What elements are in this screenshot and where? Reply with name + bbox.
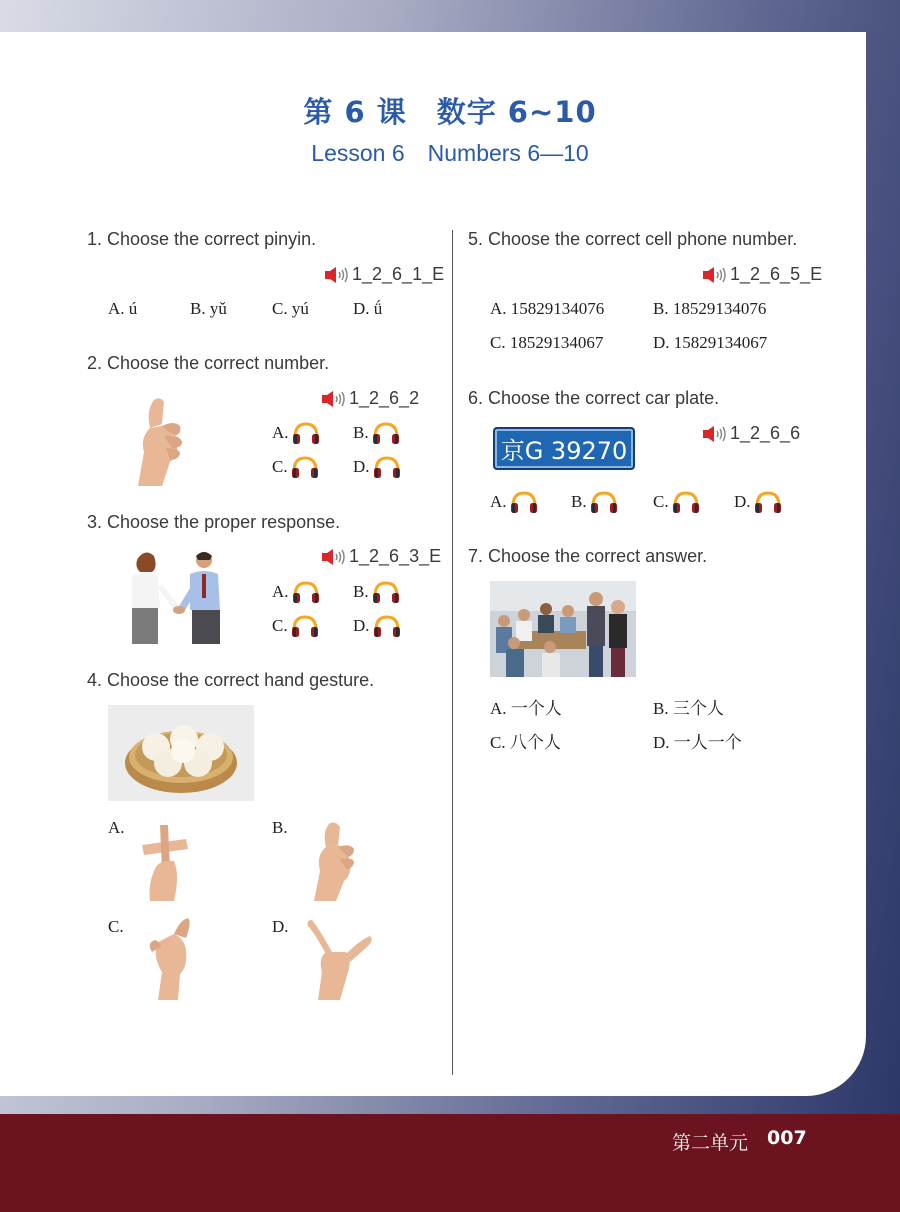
question-3-prompt: 3. Choose the proper response. xyxy=(87,512,341,532)
hand-gesture-photo xyxy=(110,390,206,486)
headphones-icon xyxy=(671,490,701,514)
question-6-audio[interactable] xyxy=(703,423,800,444)
question-2-option-a[interactable] xyxy=(272,421,321,445)
option-letter: C. xyxy=(653,492,669,511)
question-5-option-c[interactable]: C. 18529134067 xyxy=(490,333,604,352)
option-letter: A. xyxy=(272,423,289,442)
question-4-option-c[interactable]: C. xyxy=(108,917,124,936)
handshake-photo xyxy=(118,548,238,644)
question-2-option-b[interactable] xyxy=(353,421,401,445)
question-7-option-a[interactable]: A. 一个人 xyxy=(490,699,562,718)
question-1-option-b[interactable]: B. yǔ xyxy=(190,299,227,318)
question-5-audio[interactable] xyxy=(703,264,822,285)
headphones-icon xyxy=(291,421,321,445)
hand-gesture-b-photo xyxy=(300,815,380,901)
question-7-option-c[interactable]: C. 八个人 xyxy=(490,733,561,752)
question-5-prompt: 5. Choose the correct cell phone number. xyxy=(468,229,798,249)
question-4-option-d[interactable]: D. xyxy=(272,917,289,936)
question-1-option-a[interactable]: A. ú xyxy=(108,299,138,318)
option-letter: A. xyxy=(272,582,289,601)
question-1-audio[interactable] xyxy=(325,264,444,285)
question-5-option-d[interactable]: D. 15829134067 xyxy=(653,333,768,352)
question-3-option-b[interactable] xyxy=(353,580,401,604)
option-letter: B. xyxy=(353,423,369,442)
question-1-prompt: 1. Choose the correct pinyin. xyxy=(87,229,317,249)
option-letter: D. xyxy=(734,492,751,511)
question-6-option-d[interactable] xyxy=(734,490,783,514)
speaker-icon xyxy=(322,391,346,407)
question-4-prompt: 4. Choose the correct hand gesture. xyxy=(87,670,375,690)
audio-code: 1_2_6_6 xyxy=(730,423,801,443)
question-3-option-a[interactable] xyxy=(272,580,321,604)
audio-code: 1_2_6_1_E xyxy=(352,264,445,284)
audio-code: 1_2_6_2 xyxy=(349,388,420,408)
page-number: 007 xyxy=(767,1127,807,1149)
option-letter: C. xyxy=(272,616,288,635)
footer-bar xyxy=(0,1114,900,1212)
option-letter: D. xyxy=(353,616,370,635)
headphones-icon xyxy=(589,490,619,514)
audio-code: 1_2_6_5_E xyxy=(730,264,823,284)
lesson-title-chinese: 第 6 课 数字 6~10 xyxy=(303,95,597,129)
question-3-option-d[interactable] xyxy=(353,614,402,638)
option-letter: B. xyxy=(571,492,587,511)
option-letter: D. xyxy=(353,457,370,476)
question-2-option-d[interactable] xyxy=(353,455,402,479)
speaker-icon xyxy=(703,426,727,442)
question-1-option-c[interactable]: C. yú xyxy=(272,299,309,318)
hand-gesture-c-photo xyxy=(140,912,220,1000)
question-1-option-d[interactable]: D. ǘ xyxy=(353,299,383,318)
headphones-icon xyxy=(372,455,402,479)
headphones-icon xyxy=(290,614,320,638)
steamed-buns-photo xyxy=(108,705,254,801)
question-5-option-b[interactable]: B. 18529134076 xyxy=(653,299,767,318)
option-letter: B. xyxy=(353,582,369,601)
question-6-option-c[interactable] xyxy=(653,490,701,514)
question-2-prompt: 2. Choose the correct number. xyxy=(87,353,330,373)
headphones-icon xyxy=(290,455,320,479)
audio-code: 1_2_6_3_E xyxy=(349,546,442,566)
column-divider xyxy=(452,230,453,1075)
hand-gesture-a-photo xyxy=(130,815,210,901)
question-6-prompt: 6. Choose the correct car plate. xyxy=(468,388,720,408)
question-3-audio[interactable] xyxy=(322,546,441,567)
headphones-icon xyxy=(372,614,402,638)
hand-gesture-d-photo xyxy=(300,912,380,1000)
headphones-icon xyxy=(371,580,401,604)
speaker-icon xyxy=(325,267,349,283)
headphones-icon xyxy=(509,490,539,514)
unit-label: 第二单元 xyxy=(672,1132,749,1154)
question-3-option-c[interactable] xyxy=(272,614,320,638)
question-5-option-a[interactable]: A. 15829134076 xyxy=(490,299,605,318)
question-2-audio[interactable] xyxy=(322,388,419,409)
question-7-option-b[interactable]: B. 三个人 xyxy=(653,699,724,718)
lesson-title-english: Lesson 6 Numbers 6—10 xyxy=(311,140,589,166)
question-7-prompt: 7. Choose the correct answer. xyxy=(468,546,708,566)
question-6-option-b[interactable] xyxy=(571,490,619,514)
office-group-photo xyxy=(490,581,636,677)
question-6-option-a[interactable] xyxy=(490,490,539,514)
car-plate-image: 京G 39270 xyxy=(493,427,635,470)
question-4-option-a[interactable]: A. xyxy=(108,818,125,837)
question-7-option-d[interactable]: D. 一人一个 xyxy=(653,733,742,752)
speaker-icon xyxy=(703,267,727,283)
headphones-icon xyxy=(291,580,321,604)
headphones-icon xyxy=(371,421,401,445)
question-2-option-c[interactable] xyxy=(272,455,320,479)
speaker-icon xyxy=(322,549,346,565)
option-letter: A. xyxy=(490,492,507,511)
option-letter: C. xyxy=(272,457,288,476)
headphones-icon xyxy=(753,490,783,514)
question-4-option-b[interactable]: B. xyxy=(272,818,288,837)
